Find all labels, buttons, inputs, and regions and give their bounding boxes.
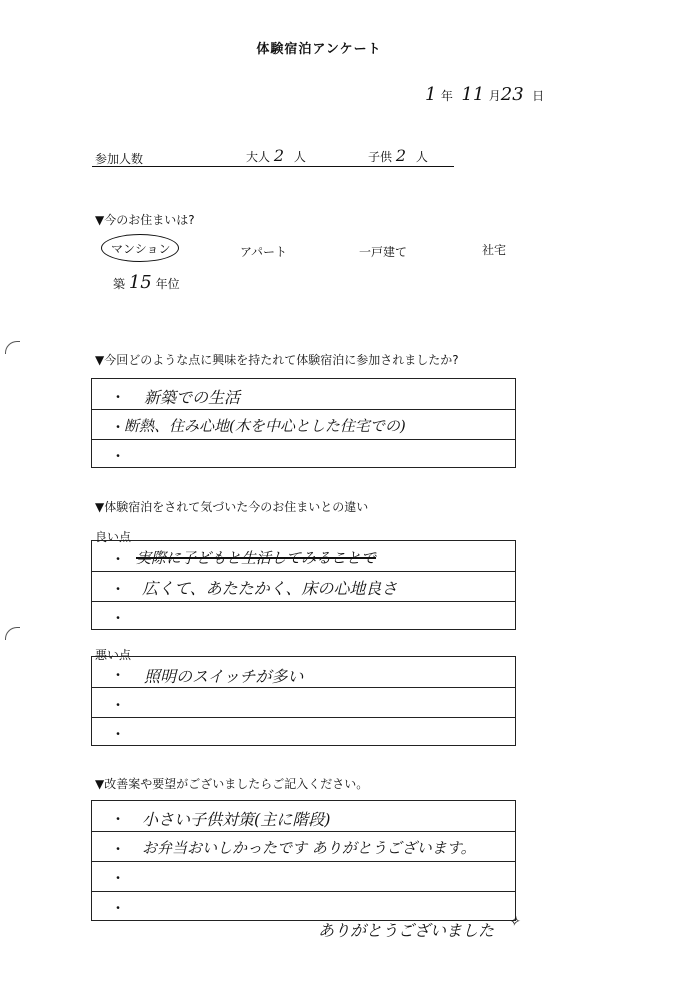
interest-answer-1: 新築での生活 (144, 388, 241, 407)
row-divider (92, 891, 515, 892)
bullet: ・ (112, 420, 125, 434)
row-divider (92, 409, 515, 410)
age-suffix: 年位 (155, 277, 180, 291)
closing-note: ありがとうございました (318, 921, 495, 940)
punch-hole-top (5, 341, 20, 354)
row-divider (92, 439, 515, 440)
page-title: 体験宿泊アンケート (256, 42, 382, 57)
request-answer-1: 小さい子供対策(主に階段) (142, 810, 331, 829)
row-divider (92, 601, 515, 602)
date-day: 23 (500, 84, 524, 105)
bullet: ・ (112, 812, 125, 826)
participants-underline (92, 166, 454, 167)
bullet: ・ (112, 390, 125, 404)
bullet: ・ (112, 611, 125, 625)
bullet: ・ (112, 552, 125, 566)
bad-point-1: 照明のスイッチが多い (144, 667, 304, 686)
bullet: ・ (112, 727, 125, 741)
row-divider (92, 571, 515, 572)
date-month-label: 月 (488, 89, 501, 103)
requests-question: ▼改善案や要望がございましたらご記入ください。 (95, 777, 369, 791)
bad-points-label: 悪い点 (95, 648, 132, 662)
adults-label: 大人 (246, 150, 271, 164)
row-divider (92, 717, 515, 718)
housing-option-mansion: マンション (111, 242, 171, 256)
bullet: ・ (112, 668, 125, 682)
row-divider (92, 861, 515, 862)
bullet: ・ (112, 582, 125, 596)
bullet: ・ (112, 842, 125, 856)
date-year: 1 (425, 84, 437, 105)
sparkle-doodle-icon: ✧ (508, 914, 520, 930)
bullet: ・ (112, 449, 125, 463)
bullet: ・ (112, 698, 125, 712)
housing-age (113, 272, 180, 293)
date-month: 11 (461, 84, 485, 105)
differences-heading: ▼体験宿泊をされて気づいた今のお住まいとの違い (95, 500, 369, 514)
request-answer-2: お弁当おいしかったです ありがとうございます。 (142, 839, 476, 857)
interest-answer-box (91, 378, 516, 468)
punch-hole-bottom (5, 627, 20, 640)
good-point-2: 広くて、あたたかく、床の心地良さ (142, 579, 398, 598)
date-line (425, 84, 544, 105)
good-points-label: 良い点 (95, 530, 132, 544)
housing-question: ▼今のお住まいは? (95, 213, 195, 227)
requests-answer-box (91, 800, 516, 921)
children-count: 2 (395, 146, 407, 165)
children-label: 子供 (368, 150, 393, 164)
bad-points-box (91, 656, 516, 746)
date-year-label: 年 (440, 89, 453, 103)
age-value: 15 (128, 272, 152, 293)
good-point-1: 実際に子どもと生活してみることで (136, 549, 377, 567)
participants-label: 参加人数 (95, 152, 144, 166)
adults-count: 2 (273, 146, 285, 165)
row-divider (92, 831, 515, 832)
children-unit: 人 (415, 150, 428, 164)
interest-answer-2: 断熱、住み心地(木を中心とした住宅での) (124, 417, 406, 435)
bullet: ・ (112, 871, 125, 885)
row-divider (92, 687, 515, 688)
age-prefix: 築 (113, 277, 126, 291)
bullet: ・ (112, 901, 125, 915)
housing-option-house: 一戸建て (359, 245, 408, 259)
adults-unit: 人 (293, 150, 306, 164)
date-day-label: 日 (532, 89, 545, 103)
housing-option-apartment: アパート (240, 245, 288, 259)
good-points-box (91, 540, 516, 630)
interest-question: ▼今回どのような点に興味を持たれて体験宿泊に参加されましたか? (95, 353, 459, 367)
participants-adults (246, 146, 306, 165)
participants-children (368, 146, 428, 165)
housing-option-company-housing: 社宅 (482, 243, 507, 257)
